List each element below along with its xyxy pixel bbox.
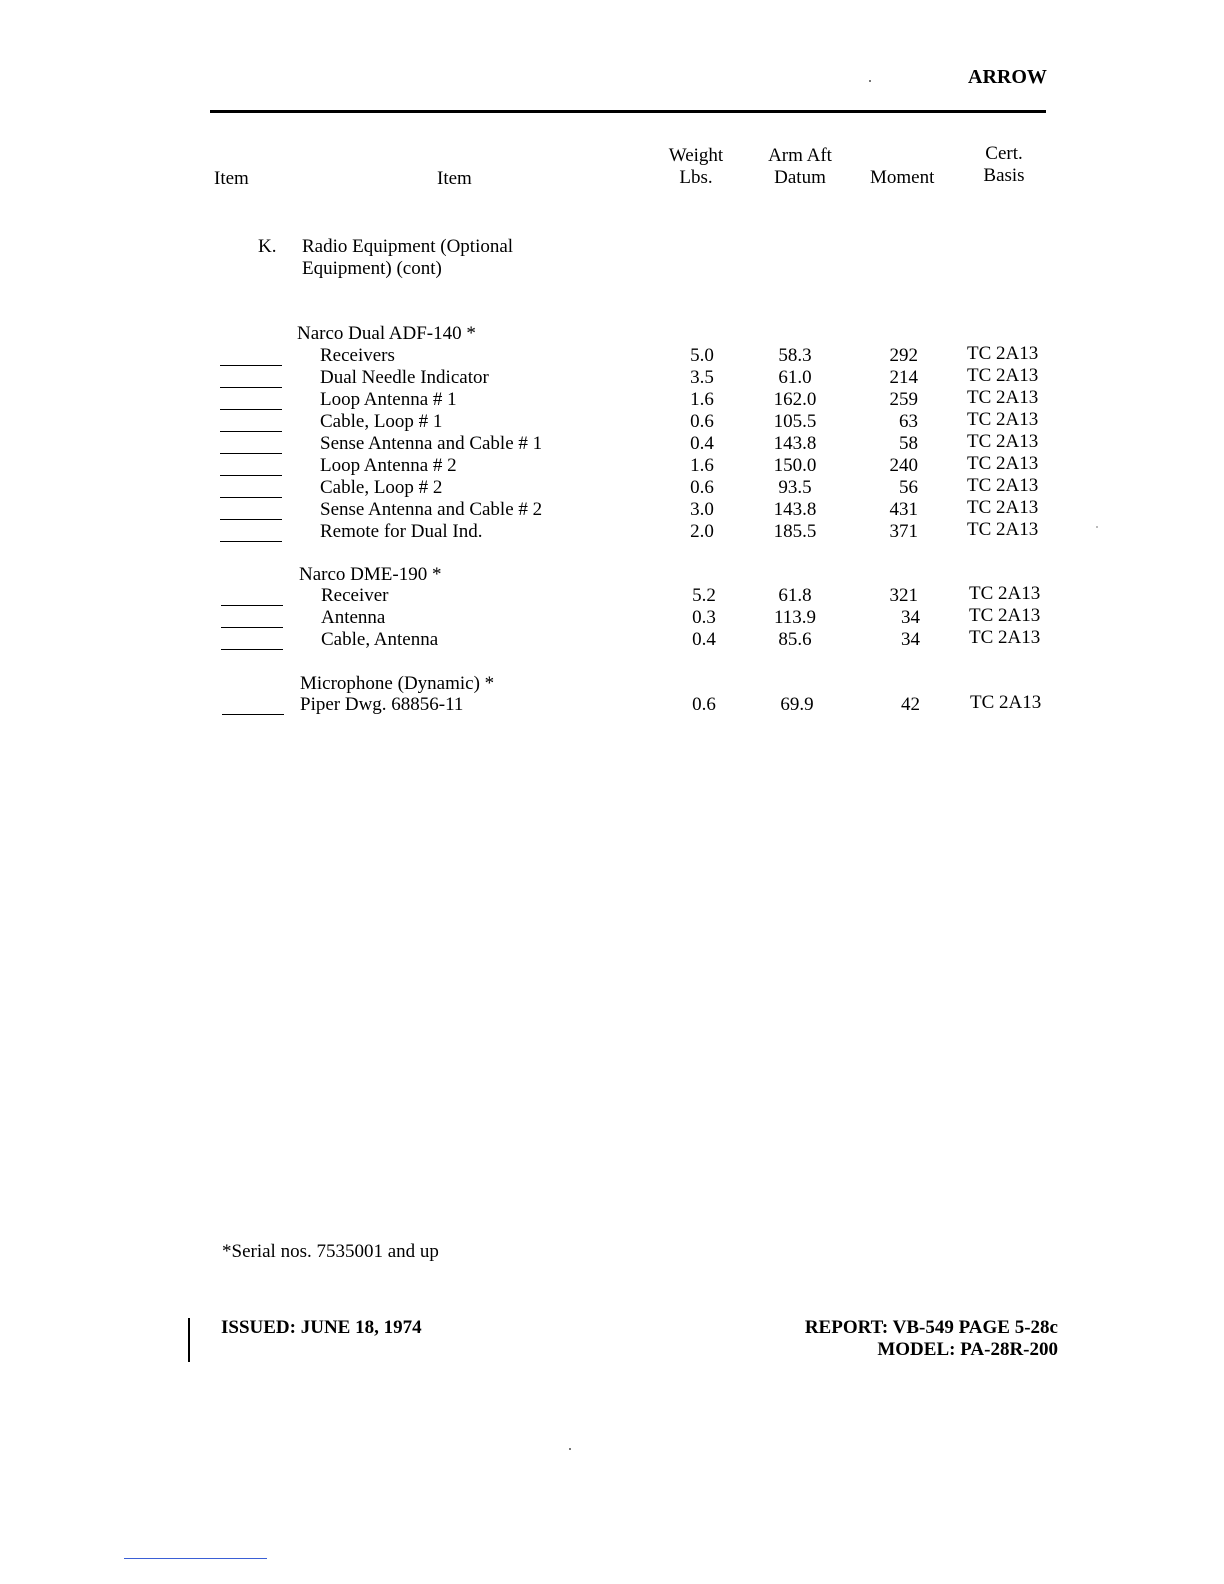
row-moment: 34	[901, 607, 920, 628]
col-moment-header: Moment	[870, 167, 935, 188]
checkoff-blank	[220, 497, 282, 498]
row-weight: 3.5	[690, 367, 714, 388]
checkoff-blank	[220, 365, 282, 366]
revision-bar	[188, 1318, 190, 1362]
row-cert: TC 2A13	[969, 605, 1041, 626]
footnote: *Serial nos. 7535001 and up	[222, 1241, 439, 1262]
row-arm: 185.5	[773, 521, 817, 542]
row-moment: 34	[901, 629, 920, 650]
row-weight: 3.0	[690, 499, 714, 520]
row-weight: 0.4	[690, 433, 714, 454]
row-weight: 5.2	[692, 585, 716, 606]
row-arm: 143.8	[773, 499, 817, 520]
group-title: Narco Dual ADF-140 *	[297, 323, 476, 344]
row-arm: 143.8	[773, 433, 817, 454]
row-arm: 162.0	[773, 389, 817, 410]
checkoff-blank	[222, 714, 284, 715]
checkoff-blank	[221, 649, 283, 650]
col-arm-header-1: Arm Aft	[768, 145, 832, 166]
row-item: Cable, Loop # 1	[320, 411, 443, 432]
scan-speck	[569, 1448, 571, 1450]
row-item: Cable, Loop # 2	[320, 477, 443, 498]
col-weight-header-2: Lbs.	[679, 167, 713, 188]
group-title: Narco DME-190 *	[299, 564, 442, 585]
row-moment: 292	[889, 345, 918, 366]
checkoff-blank	[220, 453, 282, 454]
row-weight: 2.0	[690, 521, 714, 542]
group-title: Microphone (Dynamic) *	[300, 673, 495, 694]
issued-date: ISSUED: JUNE 18, 1974	[221, 1317, 422, 1338]
row-cert: TC 2A13	[967, 453, 1039, 474]
row-item: Loop Antenna # 1	[320, 389, 457, 410]
row-cert: TC 2A13	[967, 387, 1039, 408]
section-letter: K.	[258, 236, 277, 257]
row-cert: TC 2A13	[970, 692, 1042, 713]
section-title-line1: Radio Equipment (Optional	[302, 236, 514, 257]
row-item: Piper Dwg. 68856-11	[300, 694, 464, 715]
col-item-header: Item	[437, 168, 472, 189]
row-item: Loop Antenna # 2	[320, 455, 457, 476]
scan-artifact-line	[124, 1558, 267, 1559]
checkoff-blank	[220, 475, 282, 476]
row-arm: 69.9	[780, 694, 814, 715]
row-arm: 61.0	[778, 367, 812, 388]
row-moment: 321	[889, 585, 918, 606]
row-moment: 259	[889, 389, 918, 410]
row-item: Sense Antenna and Cable # 1	[320, 433, 543, 454]
col-item-no-header: Item	[214, 168, 249, 189]
checkoff-blank	[220, 409, 282, 410]
row-cert: TC 2A13	[969, 627, 1041, 648]
row-arm: 93.5	[778, 477, 812, 498]
row-weight: 1.6	[690, 389, 714, 410]
row-moment: 371	[889, 521, 918, 542]
scan-speck	[1096, 526, 1098, 528]
checkoff-blank	[220, 541, 282, 542]
row-item: Dual Needle Indicator	[320, 367, 489, 388]
section-title-line2: Equipment) (cont)	[302, 258, 442, 279]
row-weight: 0.6	[690, 477, 714, 498]
page-header-title: ARROW	[968, 66, 1047, 88]
col-cert-header-2: Basis	[983, 165, 1025, 186]
row-cert: TC 2A13	[967, 343, 1039, 364]
row-arm: 61.8	[778, 585, 812, 606]
row-weight: 0.4	[692, 629, 716, 650]
row-moment: 431	[889, 499, 918, 520]
row-cert: TC 2A13	[967, 475, 1039, 496]
checkoff-blank	[221, 627, 283, 628]
report-page: REPORT: VB-549 PAGE 5-28c	[804, 1317, 1058, 1338]
col-arm-header-2: Datum	[774, 167, 826, 188]
row-item: Remote for Dual Ind.	[320, 521, 483, 542]
scan-speck	[869, 80, 871, 82]
model-number: MODEL: PA-28R-200	[877, 1339, 1058, 1360]
row-moment: 214	[889, 367, 918, 388]
col-weight-header-1: Weight	[668, 145, 724, 166]
row-cert: TC 2A13	[969, 583, 1041, 604]
row-arm: 113.9	[773, 607, 817, 628]
checkoff-blank	[220, 387, 282, 388]
row-cert: TC 2A13	[967, 519, 1039, 540]
row-arm: 85.6	[778, 629, 812, 650]
row-weight: 1.6	[690, 455, 714, 476]
col-cert-header-1: Cert.	[985, 143, 1023, 164]
header-rule	[210, 110, 1046, 113]
row-cert: TC 2A13	[967, 409, 1039, 430]
row-item: Receiver	[321, 585, 389, 606]
row-moment: 58	[899, 433, 918, 454]
row-weight: 0.3	[692, 607, 716, 628]
row-item: Sense Antenna and Cable # 2	[320, 499, 543, 520]
row-arm: 58.3	[778, 345, 812, 366]
row-cert: TC 2A13	[967, 365, 1039, 386]
row-arm: 105.5	[773, 411, 817, 432]
row-moment: 63	[899, 411, 918, 432]
row-item: Antenna	[321, 607, 386, 628]
row-arm: 150.0	[773, 455, 817, 476]
checkoff-blank	[220, 431, 282, 432]
row-moment: 240	[889, 455, 918, 476]
row-weight: 0.6	[692, 694, 716, 715]
row-weight: 0.6	[690, 411, 714, 432]
checkoff-blank	[221, 605, 283, 606]
row-weight: 5.0	[690, 345, 714, 366]
row-item: Cable, Antenna	[321, 629, 439, 650]
row-cert: TC 2A13	[967, 497, 1039, 518]
checkoff-blank	[220, 519, 282, 520]
row-item: Receivers	[320, 345, 395, 366]
row-cert: TC 2A13	[967, 431, 1039, 452]
row-moment: 56	[899, 477, 918, 498]
row-moment: 42	[901, 694, 920, 715]
